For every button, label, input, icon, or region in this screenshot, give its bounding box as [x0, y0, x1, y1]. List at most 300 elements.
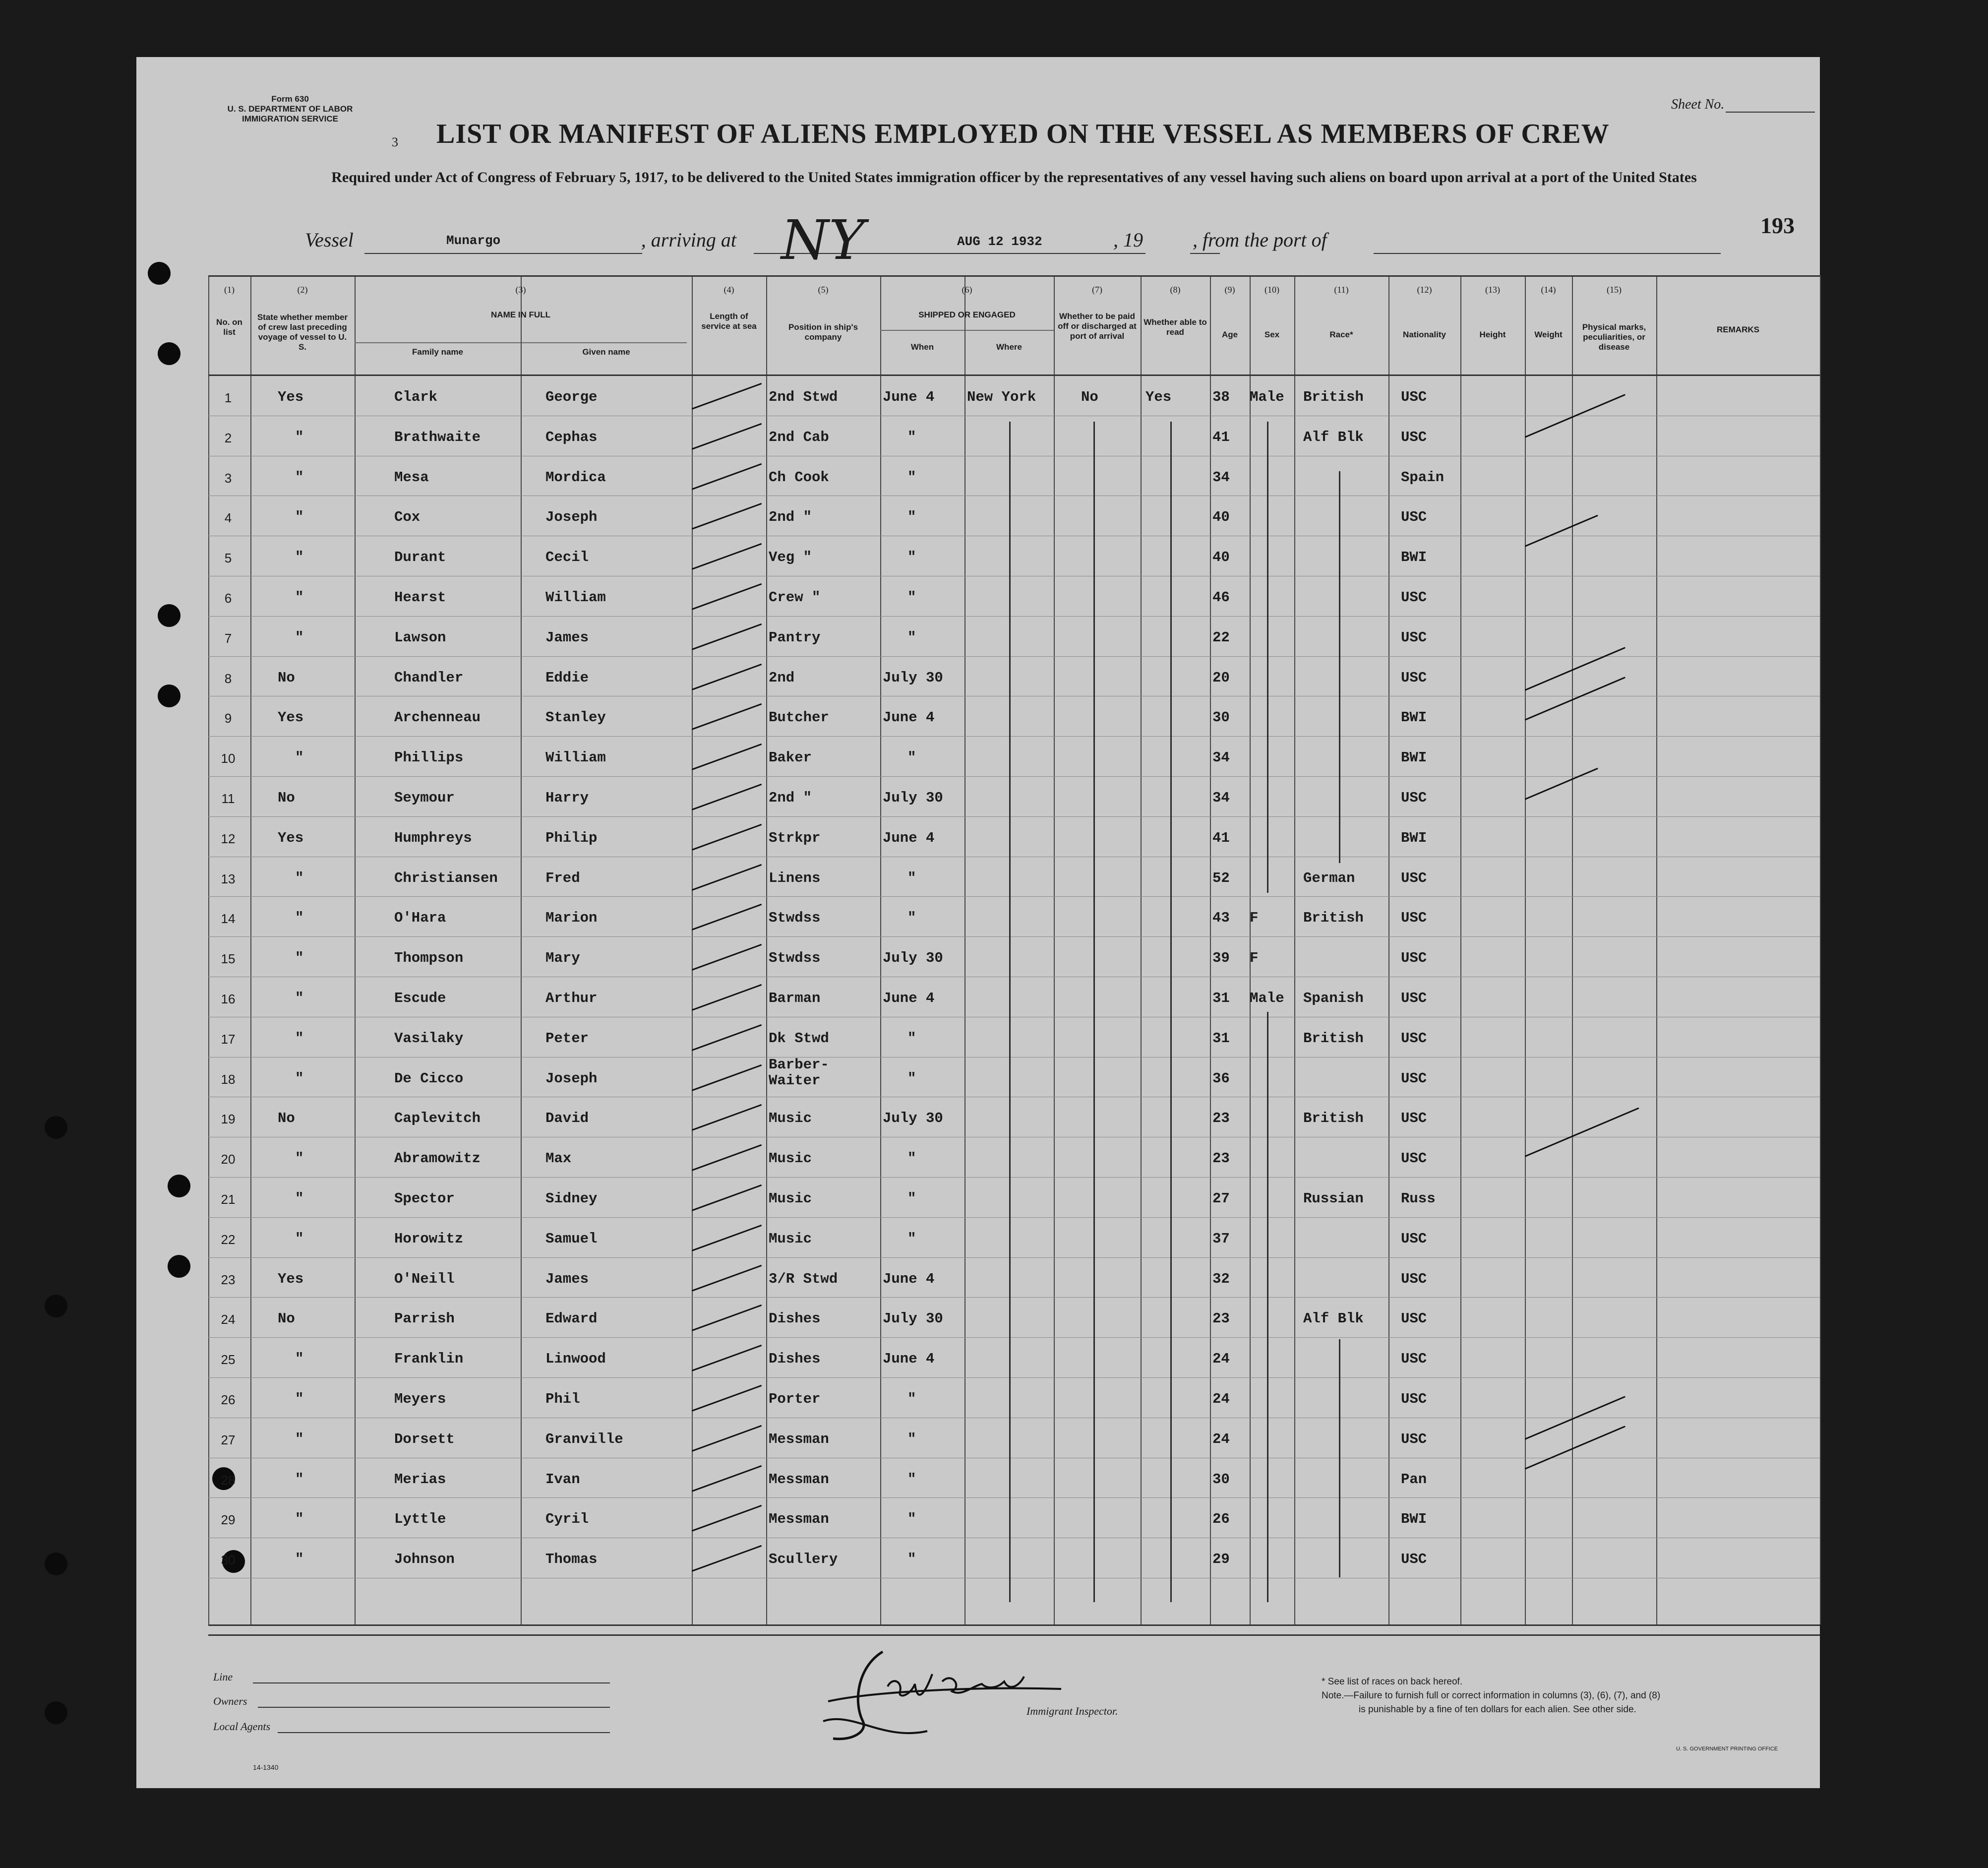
cell-age: 34	[1212, 469, 1230, 486]
row-rule	[208, 1257, 1820, 1258]
column-header: Race*	[1329, 330, 1353, 339]
ditto-line	[1093, 422, 1095, 1602]
row-number: 7	[224, 630, 232, 646]
row-number: 10	[221, 751, 236, 766]
cell-position: Messman	[769, 1471, 829, 1488]
column-divider	[355, 275, 356, 1624]
cell-prev: "	[295, 629, 304, 646]
cell-sex: F	[1250, 910, 1259, 927]
row-rule	[208, 1177, 1820, 1178]
cell-when: "	[907, 1150, 916, 1167]
cell-prev: "	[295, 1230, 304, 1247]
column-divider	[1656, 275, 1657, 1624]
cell-position: Music	[769, 1190, 812, 1207]
table-top-rule	[208, 275, 1820, 277]
binder-hole	[45, 1116, 67, 1139]
column-divider	[1210, 275, 1211, 1624]
row-number: 3	[224, 470, 232, 486]
cell-family: Caplevitch	[394, 1110, 481, 1127]
binder-hole	[168, 1175, 190, 1197]
row-number: 12	[221, 831, 236, 846]
cell-position: Barber-Waiter	[769, 1056, 829, 1089]
cell-given: Phil	[545, 1391, 580, 1407]
cell-when: "	[907, 1190, 916, 1207]
cell-age: 22	[1212, 629, 1230, 646]
cell-nat: Russ	[1401, 1190, 1436, 1207]
department-name: U. S. DEPARTMENT OF LABOR	[227, 104, 353, 114]
row-rule	[208, 1377, 1820, 1378]
cell-given: Philip	[545, 829, 598, 846]
cell-race: Alf Blk	[1303, 429, 1364, 445]
cell-family: O'Hara	[394, 910, 446, 927]
binder-hole	[158, 604, 181, 627]
column-header: Length of service at sea	[701, 311, 757, 331]
cell-given: Edward	[545, 1310, 598, 1327]
cell-given: Cephas	[545, 429, 598, 445]
vessel-field-line	[364, 253, 642, 254]
cell-nat: BWI	[1401, 749, 1427, 766]
cell-given: Harry	[545, 790, 589, 806]
vessel-label: Vessel	[305, 229, 354, 251]
column-header: Height	[1479, 330, 1506, 339]
cell-nat: USC	[1401, 1110, 1427, 1127]
row-number: 24	[221, 1312, 236, 1327]
cell-given: Marion	[545, 910, 598, 927]
cell-age: 24	[1212, 1351, 1230, 1368]
cell-prev: "	[295, 870, 304, 886]
cell-when: "	[907, 1030, 916, 1047]
cell-when: June 4	[883, 709, 935, 726]
cell-nat: BWI	[1401, 709, 1427, 726]
cell-nat: BWI	[1401, 1511, 1427, 1528]
column-divider	[766, 275, 767, 1624]
column-divider	[1141, 275, 1142, 1624]
cell-given: Joseph	[545, 1070, 598, 1087]
cell-age: 37	[1212, 1230, 1230, 1247]
cell-nat: USC	[1401, 950, 1427, 967]
cell-prev: "	[295, 1551, 304, 1568]
cell-nat: USC	[1401, 669, 1427, 686]
cell-given: Mordica	[545, 469, 606, 486]
cell-age: 20	[1212, 669, 1230, 686]
cell-prev: "	[295, 1391, 304, 1407]
row-number: 13	[221, 871, 236, 886]
column-number: (2)	[297, 285, 308, 295]
cell-given: William	[545, 589, 606, 606]
cell-sex: Male	[1250, 990, 1284, 1006]
column-header: Sex	[1264, 330, 1280, 339]
column-divider	[692, 275, 693, 1624]
column-divider	[964, 275, 965, 1624]
cell-nat: USC	[1401, 1431, 1427, 1447]
column-header: Given name	[582, 347, 630, 357]
cell-position: Music	[769, 1230, 812, 1247]
cell-when: June 4	[883, 829, 935, 846]
cell-family: Chandler	[394, 669, 464, 686]
cell-when: "	[907, 1431, 916, 1447]
cell-when: "	[907, 1070, 916, 1087]
column-header: Whether able to read	[1144, 317, 1207, 337]
row-rule	[208, 616, 1820, 617]
cell-when: "	[907, 749, 916, 766]
cell-given: Cyril	[545, 1511, 589, 1528]
cell-when: "	[907, 509, 916, 526]
cell-prev: "	[295, 1351, 304, 1368]
row-number: 6	[224, 591, 232, 606]
column-number: (4)	[723, 285, 734, 295]
cell-nat: BWI	[1401, 549, 1427, 566]
cell-age: 38	[1212, 389, 1230, 405]
row-number: 23	[221, 1272, 236, 1287]
cell-nat: USC	[1401, 629, 1427, 646]
cell-age: 41	[1212, 829, 1230, 846]
cell-prev: "	[295, 509, 304, 526]
cell-where: New York	[967, 389, 1036, 405]
cell-position: 2nd "	[769, 509, 812, 526]
column-number: (11)	[1334, 285, 1349, 295]
name-split-line	[521, 342, 522, 374]
cell-position: 2nd Stwd	[769, 389, 838, 405]
cell-sex: Male	[1250, 389, 1284, 405]
cell-given: Linwood	[545, 1351, 606, 1368]
from-port-field-line	[1374, 253, 1721, 254]
cell-when: "	[907, 589, 916, 606]
cell-position: Barman	[769, 990, 821, 1006]
cell-nat: USC	[1401, 389, 1427, 405]
cell-position: Strkpr	[769, 829, 821, 846]
column-divider	[1388, 275, 1389, 1624]
cell-given: Granville	[545, 1431, 623, 1447]
cell-position: Veg "	[769, 549, 812, 566]
cell-nat: Pan	[1401, 1471, 1427, 1488]
cell-family: Phillips	[394, 749, 464, 766]
cell-given: William	[545, 749, 606, 766]
column-header: State whether member of crew last preceding voyage of vessel to U. S.	[257, 312, 348, 352]
cell-age: 31	[1212, 1030, 1230, 1047]
column-header: Where	[996, 342, 1022, 352]
cell-given: Arthur	[545, 990, 598, 1006]
cell-position: Dishes	[769, 1310, 821, 1327]
column-divider	[521, 275, 522, 1624]
cell-when: "	[907, 469, 916, 486]
cell-position: Crew "	[769, 589, 821, 606]
page-title: LIST OR MANIFEST OF ALIENS EMPLOYED ON THE VESSEL AS MEMBERS OF CREW	[436, 119, 1610, 149]
cell-prev: Yes	[278, 389, 304, 405]
column-header: Weight	[1534, 330, 1563, 339]
cell-given: James	[545, 1270, 589, 1287]
cell-age: 30	[1212, 1471, 1230, 1488]
cell-given: Fred	[545, 870, 580, 886]
cell-family: De Cicco	[394, 1070, 464, 1087]
binder-hole	[148, 262, 171, 285]
cell-nat: USC	[1401, 509, 1427, 526]
cell-when: June 4	[883, 1270, 935, 1287]
cell-position: 2nd	[769, 669, 795, 686]
owners-field	[258, 1707, 610, 1708]
column-divider	[880, 275, 881, 1624]
inspector-label: Immigrant Inspector.	[1026, 1705, 1118, 1717]
cell-family: Spector	[394, 1190, 455, 1207]
cell-when: "	[907, 1471, 916, 1488]
cell-nat: USC	[1401, 1230, 1427, 1247]
page-subtitle: Required under Act of Congress of February 5, 1917, to be delivered to the United States immigration officer by the representatives of any vessel having such aliens on board upon arrival at a port of the United States	[331, 169, 1697, 186]
footer-rule	[208, 1634, 1820, 1636]
cell-prev: "	[295, 1190, 304, 1207]
cell-race: British	[1303, 1110, 1364, 1127]
column-number: (12)	[1417, 285, 1432, 295]
ditto-line	[1339, 471, 1340, 863]
binder-hole	[45, 1295, 67, 1317]
cell-when: July 30	[883, 669, 943, 686]
cell-age: 39	[1212, 950, 1230, 967]
column-number: (3)	[515, 285, 526, 295]
row-number: 11	[221, 791, 235, 806]
column-divider	[1460, 275, 1461, 1624]
cell-given: Peter	[545, 1030, 589, 1047]
cell-given: George	[545, 389, 598, 405]
form-number: Form 630	[271, 94, 309, 104]
column-header: Whether to be paid off or discharged at port of arrival	[1058, 311, 1137, 341]
cell-family: Johnson	[394, 1551, 455, 1568]
column-number: (13)	[1485, 285, 1500, 295]
cell-family: Durant	[394, 549, 446, 566]
cell-family: Humphreys	[394, 829, 472, 846]
cell-given: Joseph	[545, 509, 598, 526]
cell-nat: USC	[1401, 1351, 1427, 1368]
cell-position: Linens	[769, 870, 821, 886]
cell-nat: USC	[1401, 1551, 1427, 1568]
binder-hole	[158, 342, 181, 365]
row-number: 22	[221, 1232, 236, 1247]
cell-position: Dishes	[769, 1351, 821, 1368]
shipped-split-line	[964, 330, 965, 374]
form-code: 14-1340	[253, 1763, 279, 1771]
cell-when: July 30	[883, 790, 943, 806]
row-rule	[208, 1057, 1820, 1058]
cell-age: 36	[1212, 1070, 1230, 1087]
cell-family: Christiansen	[394, 870, 498, 886]
cell-age: 41	[1212, 429, 1230, 445]
column-header: Position in ship's company	[788, 322, 858, 342]
cell-position: Dk Stwd	[769, 1030, 829, 1047]
cell-prev: "	[295, 1431, 304, 1447]
vessel-value: Munargo	[446, 233, 501, 248]
cell-when: July 30	[883, 1310, 943, 1327]
row-number: 21	[221, 1192, 236, 1207]
from-label: , from the port of	[1193, 229, 1327, 251]
cell-race: Russian	[1303, 1190, 1364, 1207]
cell-position: Butcher	[769, 709, 829, 726]
row-number: 4	[224, 510, 232, 526]
cell-position: Messman	[769, 1431, 829, 1447]
cell-when: July 30	[883, 1110, 943, 1127]
row-rule	[208, 1297, 1820, 1298]
row-number: 14	[221, 911, 236, 927]
arriving-label: , arriving at	[641, 229, 736, 251]
cell-nat: BWI	[1401, 829, 1427, 846]
cell-family: Meyers	[394, 1391, 446, 1407]
cell-nat: Spain	[1401, 469, 1445, 486]
cell-family: Vasilaky	[394, 1030, 464, 1047]
cell-family: Lawson	[394, 629, 446, 646]
cell-age: 23	[1212, 1150, 1230, 1167]
cell-prev: "	[295, 1511, 304, 1528]
year-label: , 19	[1113, 229, 1143, 251]
cell-race: British	[1303, 910, 1364, 927]
table-bottom-rule	[208, 1624, 1820, 1626]
cell-position: 2nd "	[769, 790, 812, 806]
cell-nat: USC	[1401, 1030, 1427, 1047]
races-note: * See list of races on back hereof.	[1322, 1677, 1463, 1687]
row-rule	[208, 736, 1820, 737]
cell-prev: "	[295, 950, 304, 967]
cell-family: Escude	[394, 990, 446, 1006]
cell-when: July 30	[883, 950, 943, 967]
row-number: 27	[221, 1432, 236, 1447]
column-divider	[1294, 275, 1295, 1624]
cell-when: "	[907, 1511, 916, 1528]
row-rule	[208, 936, 1820, 937]
ditto-line	[1267, 422, 1268, 893]
column-number: (10)	[1265, 285, 1279, 295]
row-number: 28	[221, 1472, 236, 1488]
cell-race: British	[1303, 1030, 1364, 1047]
cell-family: Hearst	[394, 589, 446, 606]
cell-prev: "	[295, 990, 304, 1006]
column-header: Nationality	[1403, 330, 1446, 339]
cell-nat: USC	[1401, 1270, 1427, 1287]
row-number: 8	[224, 671, 232, 686]
column-header: REMARKS	[1717, 325, 1759, 334]
binder-hole	[168, 1255, 190, 1278]
cell-family: O'Neill	[394, 1270, 455, 1287]
cell-position: 2nd Cab	[769, 429, 829, 445]
row-number: 5	[224, 551, 232, 566]
cell-family: Horowitz	[394, 1230, 464, 1247]
ditto-line	[1267, 1012, 1268, 1602]
row-number: 16	[221, 992, 236, 1006]
cell-prev: Yes	[278, 1270, 304, 1287]
binder-hole	[158, 685, 181, 707]
cell-prev: "	[295, 749, 304, 766]
cell-age: 30	[1212, 709, 1230, 726]
cell-age: 43	[1212, 910, 1230, 927]
row-number: 9	[224, 711, 232, 726]
cell-when: "	[907, 1230, 916, 1247]
shipped-subheader-rule	[880, 330, 1054, 331]
year-field-line	[1190, 253, 1220, 254]
cell-when: June 4	[883, 1351, 935, 1368]
cell-age: 40	[1212, 509, 1230, 526]
column-divider	[250, 275, 251, 1624]
cell-when: "	[907, 870, 916, 886]
owners-label: Owners	[213, 1695, 247, 1707]
cell-family: Clark	[394, 389, 438, 405]
line-field	[253, 1682, 610, 1683]
row-number: 1	[224, 390, 232, 405]
cell-given: Stanley	[545, 709, 606, 726]
cell-family: Lyttle	[394, 1511, 446, 1528]
cell-age: 23	[1212, 1110, 1230, 1127]
cell-when: "	[907, 1551, 916, 1568]
cell-prev: No	[278, 1310, 295, 1327]
cell-prev: Yes	[278, 709, 304, 726]
cell-prev: "	[295, 589, 304, 606]
cell-prev: "	[295, 910, 304, 927]
cell-prev: "	[295, 549, 304, 566]
row-number: 30	[221, 1553, 236, 1568]
cell-age: 32	[1212, 1270, 1230, 1287]
column-divider	[1525, 275, 1526, 1624]
service-name: IMMIGRATION SERVICE	[242, 114, 338, 124]
row-rule	[208, 896, 1820, 897]
cell-prev: "	[295, 1070, 304, 1087]
cell-when: June 4	[883, 389, 935, 405]
cell-nat: USC	[1401, 910, 1427, 927]
cell-when: "	[907, 429, 916, 445]
row-number: 19	[221, 1112, 236, 1127]
cell-paid: No	[1081, 389, 1098, 405]
column-number: (7)	[1092, 285, 1102, 295]
cell-given: Eddie	[545, 669, 589, 686]
column-divider	[1054, 275, 1055, 1624]
row-rule	[208, 1497, 1820, 1498]
column-number: (1)	[224, 285, 235, 295]
cell-prev: No	[278, 790, 295, 806]
cell-age: 34	[1212, 790, 1230, 806]
cell-when: "	[907, 629, 916, 646]
cell-prev: "	[295, 1030, 304, 1047]
cell-given: Sidney	[545, 1190, 598, 1207]
cell-age: 52	[1212, 870, 1230, 886]
binder-hole	[45, 1701, 67, 1724]
cell-race: German	[1303, 870, 1355, 886]
cell-given: James	[545, 629, 589, 646]
cell-age: 24	[1212, 1431, 1230, 1447]
cell-age: 40	[1212, 549, 1230, 566]
cell-family: Parrish	[394, 1310, 455, 1327]
cell-family: Dorsett	[394, 1431, 455, 1447]
cell-family: Franklin	[394, 1351, 464, 1368]
ditto-line	[1339, 1339, 1340, 1577]
cell-given: Thomas	[545, 1551, 598, 1568]
cell-when: "	[907, 910, 916, 927]
cell-read: Yes	[1145, 389, 1172, 405]
inspector-signature	[813, 1637, 1091, 1766]
row-number: 18	[221, 1071, 236, 1087]
cell-family: Brathwaite	[394, 429, 481, 445]
column-number: (5)	[818, 285, 829, 295]
penalty-note-line2: is punishable by a fine of ten dollars for each alien. See other side.	[1359, 1704, 1636, 1715]
sheet-number: 193	[1760, 213, 1795, 238]
cell-age: 31	[1212, 990, 1230, 1006]
cell-prev: "	[295, 1471, 304, 1488]
cell-when: June 4	[883, 990, 935, 1006]
column-header: No. on list	[216, 317, 242, 337]
cell-age: 23	[1212, 1310, 1230, 1327]
row-number: 15	[221, 951, 236, 967]
column-number: (9)	[1224, 285, 1235, 295]
cell-age: 26	[1212, 1511, 1230, 1528]
row-rule	[208, 816, 1820, 817]
title-mark: 3	[392, 135, 398, 149]
row-rule	[208, 1217, 1820, 1218]
cell-age: 46	[1212, 589, 1230, 606]
cell-position: Pantry	[769, 629, 821, 646]
cell-position: Baker	[769, 749, 812, 766]
column-number: (15)	[1607, 285, 1622, 295]
cell-prev: No	[278, 1110, 295, 1127]
